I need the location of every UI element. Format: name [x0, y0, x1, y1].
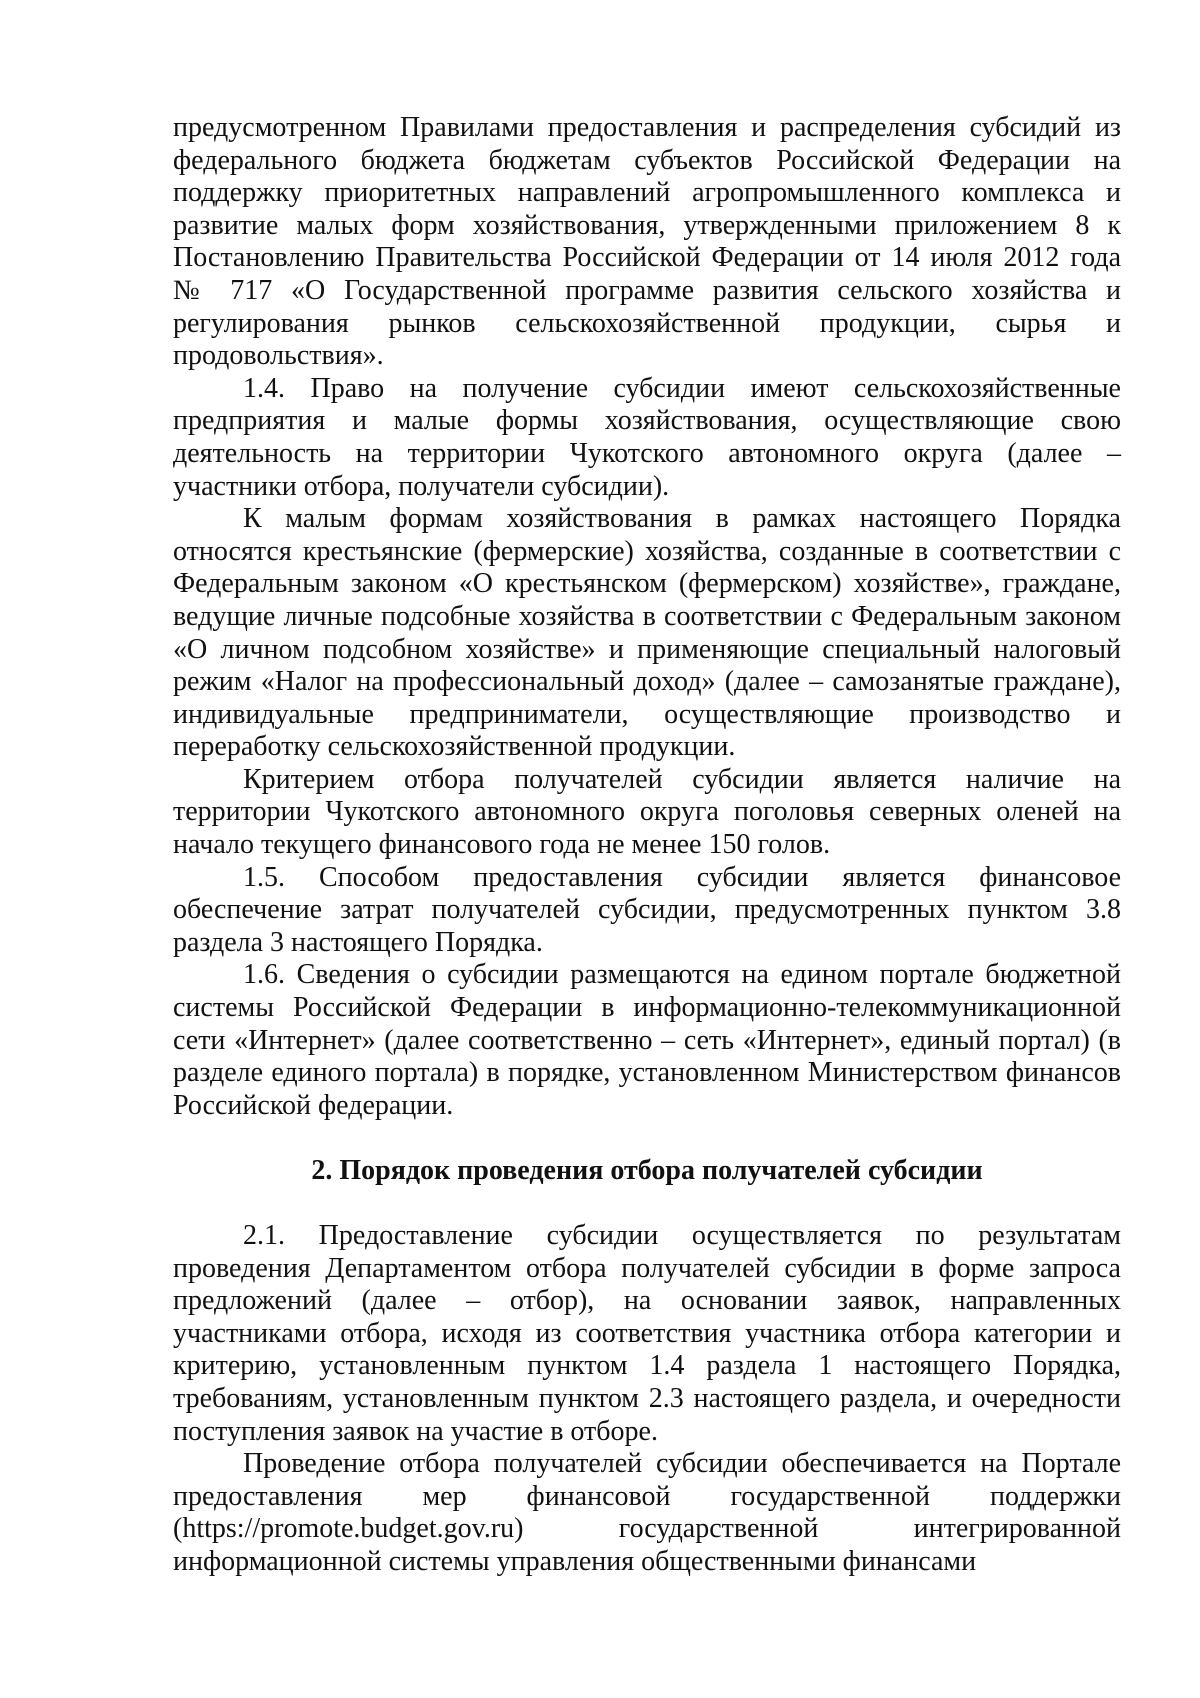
paragraph-rules-reference: предусмотренном Правилами предоставления и распределения субсидий из федерального бюджета бюджетам субъектов Российской Федерации на поддержку приоритетных направлений агропромышленного комплекса и развитие малых форм хозяйствования, утвержденными приложением 8 к Постановлению Правительства Российской Федерации от 14 июля 2012 года № 717 «О Государственной программе развития сельского хозяйства и регулирования рынков сельскохозяйственной продукции, сырья и продовольствия».: [173, 112, 1121, 372]
paragraph-2-1: 2.1. Предоставление субсидии осуществляется по результатам проведения Департаментом отбора получателей субсидии в форме запроса предложений (далее – отбор), на основании заявок, направленных участниками отбора, исходя из соответствия участника отбора категории и критерию, установленным пунктом 1.4 раздела 1 настоящего Порядка, требованиям, установленным пунктом 2.3 настоящего раздела, и очередности поступления заявок на участие в отборе.: [173, 1220, 1121, 1447]
paragraph-1-4: 1.4. Право на получение субсидии имеют сельскохозяйственные предприятия и малые формы хозяйствования, осуществляющие свою деятельность на территории Чукотского автономного округа (далее – участники отбора, получатели субсидии).: [173, 372, 1121, 502]
document-page: [173, 112, 1121, 1579]
paragraph-portal: Проведение отбора получателей субсидии обеспечивается на Портале предоставления мер финансовой государственной поддержки (https://promote.budget.gov.ru) государственной интегрированной информационной системы управления общественными финансами: [173, 1448, 1121, 1577]
paragraph-small-forms: К малым формам хозяйствования в рамках настоящего Порядка относятся крестьянские (фермерские) хозяйства, созданные в соответствии с Федеральным законом «О крестьянском (фермерском) хозяйстве», граждане, ведущие личные подсобные хозяйства в соответствии с Федеральным законом «О личном подсобном хозяйстве» и применяющие специальный налоговый режим «Налог на профессиональный доход» (далее – самозанятые граждане), индивидуальные предприниматели, осуществляющие производство и переработку сельскохозяйственной продукции.: [173, 503, 1121, 763]
paragraph-1-6: 1.6. Сведения о субсидии размещаются на едином портале бюджетной системы Российской Федерации в информационно-телекоммуникационной сети «Интернет» (далее соответственно – сеть «Интернет», единый портал) (в разделе единого портала) в порядке, установленном Министерством финансов Российской федерации.: [173, 959, 1121, 1121]
paragraph-1-5: 1.5. Способом предоставления субсидии является финансовое обеспечение затрат получателей субсидии, предусмотренных пунктом 3.8 раздела 3 настоящего Порядка.: [173, 861, 1121, 958]
section-heading: 2. Порядок проведения отбора получателей субсидии: [311, 1155, 983, 1187]
paragraph-criterion: Критерием отбора получателей субсидии является наличие на территории Чукотского автономного округа поголовья северных оленей на начало текущего финансового года не менее 150 голов.: [173, 763, 1121, 861]
